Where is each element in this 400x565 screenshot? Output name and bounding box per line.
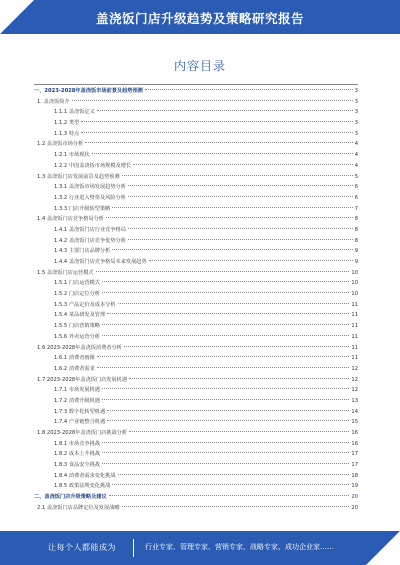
toc-entry-page: 9 (354, 248, 358, 255)
toc-entry[interactable] (34, 257, 358, 268)
toc-leader-dots (97, 110, 353, 111)
toc-entry-label: 1.1.3 特点 (54, 130, 80, 137)
table-of-contents (34, 86, 358, 514)
toc-entry[interactable] (34, 289, 358, 300)
toc-leader-dots (128, 239, 353, 240)
page-footer (0, 531, 400, 565)
toc-leader-dots (109, 495, 350, 496)
toc-leader-dots (107, 313, 349, 314)
toc-entry[interactable] (34, 193, 358, 204)
toc-entry-page: 10 (351, 280, 358, 287)
toc-leader-dots (102, 442, 349, 443)
toc-leader-dots (118, 474, 350, 475)
toc-entry-label: 1.6 2023-2028年盖浇饭消费者分析 (37, 344, 122, 351)
toc-entry-page: 20 (351, 504, 358, 511)
toc-entry[interactable] (34, 161, 358, 172)
toc-divider (34, 84, 358, 85)
toc-entry[interactable] (34, 118, 358, 129)
toc-leader-dots (112, 484, 349, 485)
footer-slogan: 让每个人都能成为 (48, 543, 116, 552)
toc-entry-label: 一、2023-2028年盖浇饭市场前景及趋势预测 (34, 88, 143, 94)
toc-leader-dots (122, 175, 353, 176)
toc-entry-label: 1.4.1 盖浇饭门店行业竞争格局 (54, 226, 126, 233)
toc-entry-label: 1.8.1 市场竞争挑战 (54, 440, 100, 447)
toc-entry[interactable] (34, 449, 358, 460)
toc-entry-label: 1.5.4 菜品研发及管理 (54, 312, 106, 319)
toc-entry-label: 1.4 盖浇饭门店竞争格局分析 (37, 216, 104, 223)
toc-entry[interactable] (34, 97, 358, 108)
toc-entry-label: 1.3.2 行业进入壁垒及风险分析 (54, 194, 126, 201)
toc-entry[interactable] (34, 182, 358, 193)
toc-leader-dots (128, 196, 353, 197)
toc-entry[interactable] (34, 396, 358, 407)
toc-leader-dots (85, 142, 352, 143)
toc-entry[interactable] (34, 310, 358, 321)
toc-entry[interactable] (34, 428, 358, 439)
toc-leader-dots (72, 100, 353, 101)
toc-leader-dots (112, 207, 352, 208)
toc-entry[interactable] (34, 343, 358, 354)
toc-entry-page: 4 (354, 162, 358, 169)
toc-entry-label: 二、盖浇饭门店升级策略及建议 (34, 494, 107, 501)
toc-entry-label: 1.3 盖浇饭门店发展前景及趋势预测 (37, 173, 120, 180)
toc-entry-label: 1.5 盖浇饭门店运营模式 (37, 269, 94, 276)
toc-entry-page: 3 (354, 98, 358, 105)
toc-leader-dots (102, 324, 349, 325)
toc-entry-label: 1.6.1 消费者画像 (54, 355, 95, 362)
toc-entry-label: 1.5.2 门店定位分析 (54, 291, 100, 298)
toc-entry[interactable] (34, 214, 358, 225)
toc-entry-page: 8 (354, 216, 358, 223)
toc-entry-label: 1.7.2 消费升级机遇 (54, 397, 100, 404)
toc-entry[interactable] (34, 407, 358, 418)
toc-entry[interactable] (34, 353, 358, 364)
toc-entry[interactable] (34, 129, 358, 140)
toc-entry[interactable] (34, 268, 358, 279)
toc-entry-page: 18 (351, 472, 358, 479)
toc-leader-dots (81, 132, 352, 133)
toc-entry-label: 1.7.4 产业链整合机遇 (54, 419, 106, 426)
toc-entry-page: 7 (354, 205, 358, 212)
toc-entry-page: 3 (354, 109, 358, 116)
toc-entry-page: 12 (351, 387, 358, 394)
toc-entry[interactable] (34, 300, 358, 311)
toc-entry-page: 9 (354, 259, 358, 265)
toc-entry-page: 12 (351, 365, 358, 372)
toc-entry[interactable] (34, 86, 358, 97)
toc-leader-dots (97, 356, 350, 357)
toc-entry-page: 11 (351, 355, 358, 362)
toc-entry-page: 17 (351, 451, 358, 458)
toc-leader-dots (149, 260, 353, 261)
toc-entry[interactable] (34, 481, 358, 492)
toc-leader-dots (102, 452, 349, 453)
toc-entry[interactable] (34, 460, 358, 471)
toc-entry[interactable] (34, 492, 358, 503)
toc-entry-label: 1.3.3 门店升级转型策略 (54, 205, 111, 212)
toc-entry-label: 1.4.3 主要门店品牌分析 (54, 248, 111, 255)
toc-entry-page: 11 (351, 344, 358, 351)
toc-entry[interactable] (34, 439, 358, 450)
toc-leader-dots (92, 153, 353, 154)
toc-leader-dots (102, 281, 349, 282)
toc-leader-dots (128, 228, 353, 229)
toc-entry-label: 1.4.4 盖浇饭门店竞争格局未来发展趋势 (54, 259, 147, 265)
toc-leader-dots (106, 217, 353, 218)
toc-entry-page: 19 (351, 483, 358, 490)
toc-entry-page: 4 (354, 141, 358, 148)
footer-corner-decoration (366, 531, 400, 565)
toc-leader-dots (129, 431, 349, 432)
toc-entry-label: 1.5.5 门店营销策略 (54, 323, 100, 330)
toc-leader-dots (96, 271, 350, 272)
toc-entry[interactable] (34, 375, 358, 386)
toc-entry[interactable] (34, 332, 358, 343)
toc-entry-page: 13 (351, 397, 358, 404)
toc-entry[interactable] (34, 139, 358, 150)
toc-leader-dots (107, 420, 349, 421)
toc-entry-page: 11 (351, 333, 358, 340)
toc-entry-label: 1. 盖浇饭简介 (37, 98, 70, 105)
toc-entry[interactable] (34, 225, 358, 236)
toc-entry-label: 1.6.2 消费者需求 (54, 365, 95, 372)
toc-entry[interactable] (34, 246, 358, 257)
toc-entry-label: 1.7.1 市场发展机遇 (54, 387, 100, 394)
toc-entry-page: 10 (351, 291, 358, 298)
toc-entry-label: 1.8.5 政策法规变化挑战 (54, 483, 111, 490)
toc-entry[interactable] (34, 417, 358, 428)
toc-entry-page: 5 (354, 173, 358, 180)
toc-leader-dots (145, 89, 353, 90)
toc-entry-label: 1.5.6 外卖运营分析 (54, 333, 100, 340)
toc-leader-dots (133, 164, 353, 165)
toc-entry[interactable] (34, 503, 358, 514)
toc-entry-label: 1.7.3 数字化转型机遇 (54, 408, 106, 415)
toc-entry-page: 12 (351, 376, 358, 383)
toc-entry-page: 3 (354, 130, 358, 137)
toc-leader-dots (81, 121, 352, 122)
toc-entry-label: 1.8.3 食品安全挑战 (54, 462, 100, 469)
toc-leader-dots (102, 335, 349, 336)
toc-entry-page: 6 (354, 184, 358, 191)
toc-entry-page: 3 (354, 120, 358, 127)
toc-entry-page: 8 (354, 237, 358, 244)
toc-leader-dots (129, 378, 349, 379)
toc-entry-page: 11 (351, 323, 358, 330)
toc-entry[interactable] (34, 204, 358, 215)
toc-entry-page: 14 (351, 408, 358, 415)
toc-entry-page: 17 (351, 462, 358, 469)
toc-entry-page: 11 (351, 312, 358, 319)
footer-separator (133, 539, 134, 557)
toc-entry-label: 1.8 2023-2028年盖浇饭门店挑战分析 (37, 430, 128, 436)
toc-heading: 内容目录 (173, 59, 226, 73)
toc-leader-dots (107, 410, 349, 411)
toc-leader-dots (102, 399, 349, 400)
toc-entry-label: 1.4.2 盖浇饭门店竞争优势分析 (54, 237, 126, 244)
toc-entry-label: 1.1.1 盖浇饭定义 (54, 109, 95, 116)
toc-entry-page: 16 (351, 430, 358, 436)
toc-leader-dots (97, 367, 350, 368)
toc-entry-page: 16 (351, 440, 358, 447)
toc-entry[interactable] (34, 236, 358, 247)
toc-leader-dots (112, 249, 352, 250)
toc-leader-dots (122, 506, 350, 507)
toc-leader-dots (128, 185, 353, 186)
toc-entry[interactable] (34, 364, 358, 375)
toc-entry[interactable] (34, 321, 358, 332)
toc-entry-page: 6 (354, 194, 358, 201)
toc-entry-label: 1.5.1 门店运营模式 (54, 280, 100, 287)
toc-entry-label: 1.8.4 消费者需求变化挑战 (54, 472, 116, 479)
report-title: 盖浇饭门店升级趋势及策略研究报告 (95, 11, 304, 26)
toc-entry-page: 8 (354, 226, 358, 233)
toc-entry-label: 1.2.2 中国盖浇饭市场规模及增长 (54, 162, 132, 169)
toc-leader-dots (102, 292, 349, 293)
toc-entry-label: 1.2.1 市场现状 (54, 152, 90, 159)
toc-entry-label: 2.1 盖浇饭门店品牌定位及发展战略 (37, 504, 120, 511)
toc-entry-label: 1.8.2 成本上升挑战 (54, 451, 100, 458)
toc-entry[interactable] (34, 278, 358, 289)
toc-entry-page: 4 (354, 152, 358, 159)
toc-entry-page: 20 (351, 494, 358, 501)
toc-entry-label: 1.2 盖浇饭市场分析 (37, 141, 84, 148)
toc-entry[interactable] (34, 172, 358, 183)
toc-entry[interactable] (34, 471, 358, 482)
toc-entry-page: 11 (351, 301, 358, 308)
toc-entry[interactable] (34, 385, 358, 396)
toc-entry-label: 1.5.3 产品定价及成本分析 (54, 301, 116, 308)
toc-entry-label: 1.3.1 盖浇饭市场发展趋势分析 (54, 184, 126, 191)
toc-leader-dots (118, 303, 350, 304)
toc-leader-dots (102, 388, 349, 389)
toc-leader-dots (102, 463, 349, 464)
page-header (0, 0, 400, 34)
toc-entry-page: 15 (351, 419, 358, 426)
toc-entry-label: 1.1.2 类型 (54, 120, 80, 127)
toc-leader-dots (124, 346, 350, 347)
toc-entry-page: 3 (354, 88, 358, 94)
toc-entry-page: 10 (351, 269, 358, 276)
toc-entry[interactable] (34, 150, 358, 161)
toc-entry-label: 1.7 2023-2028年盖浇饭门店发展机遇 (37, 376, 128, 383)
toc-entry[interactable] (34, 107, 358, 118)
footer-tagline: 行业专家、管理专家、营销专家、战略专家、成功企业家…… (145, 543, 334, 551)
